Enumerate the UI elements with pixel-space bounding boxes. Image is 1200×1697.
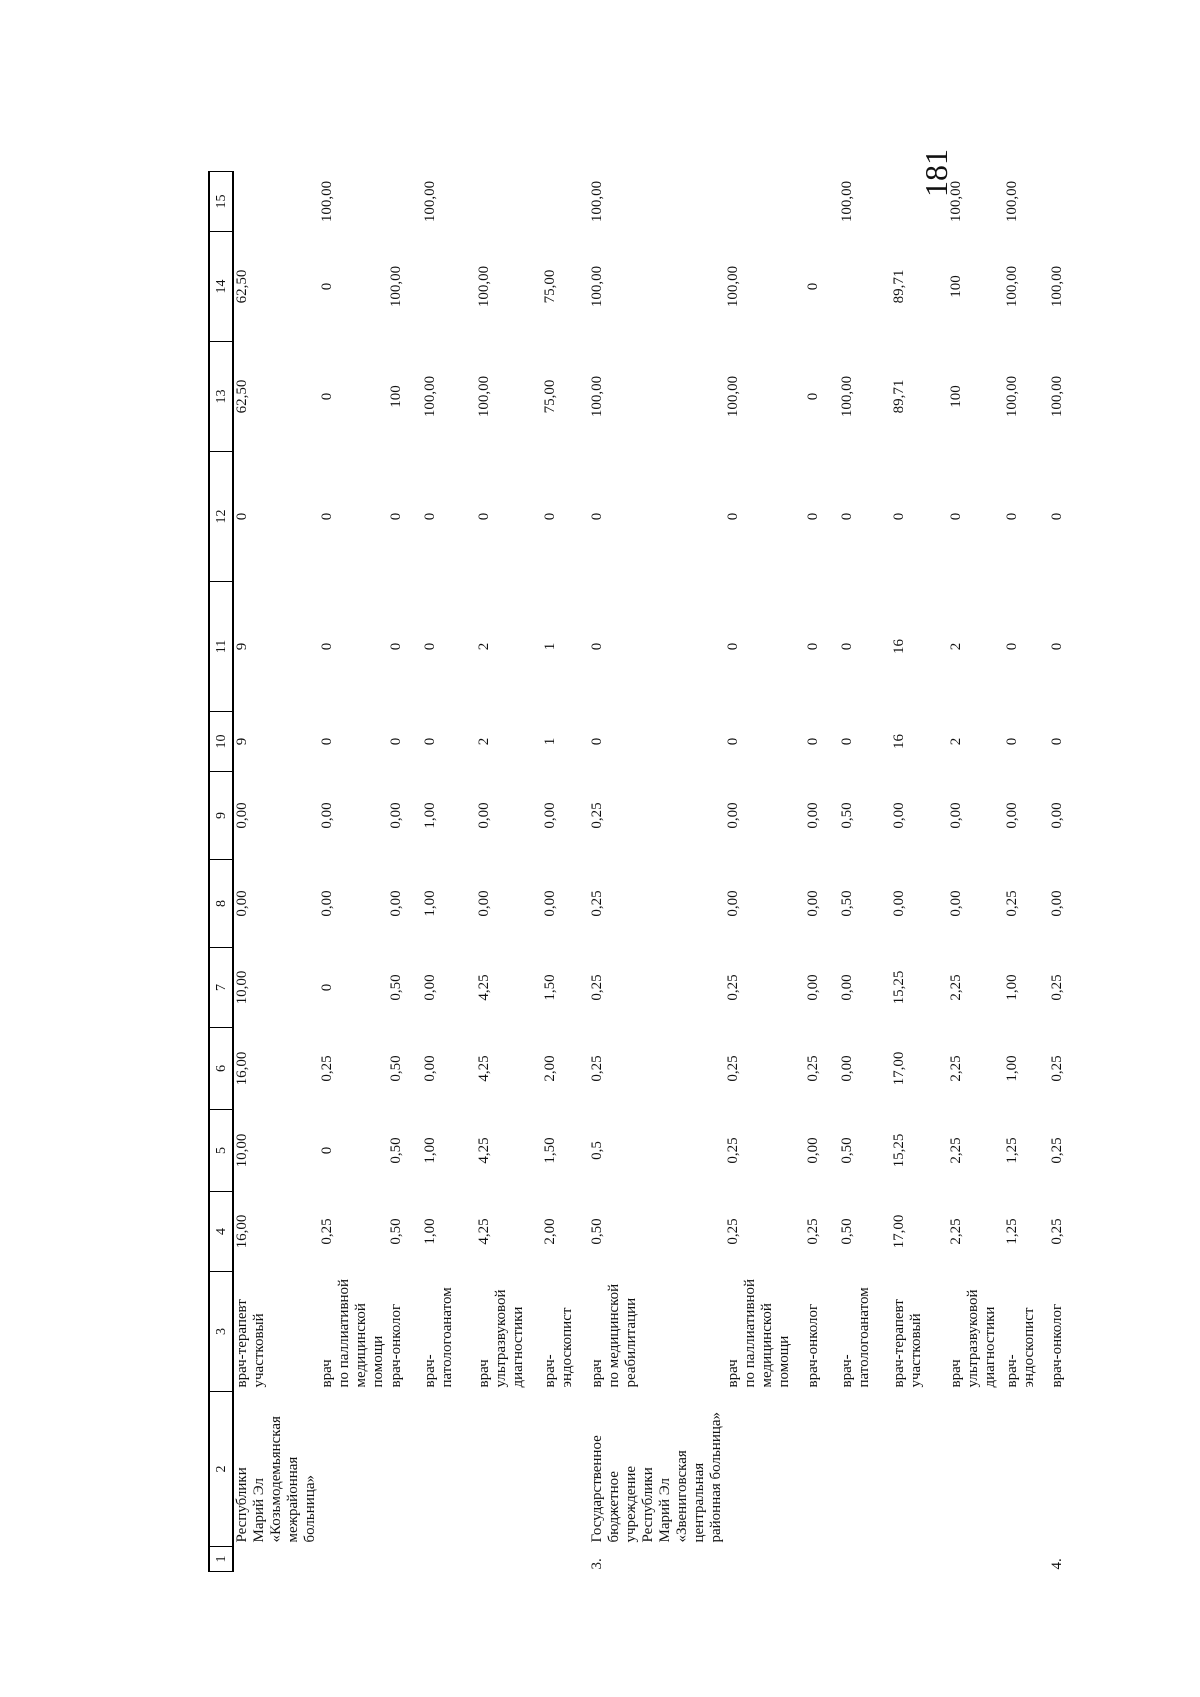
value-cell: 2,25 — [948, 974, 964, 1001]
position-cell: врач-терапевт участковый — [234, 1299, 267, 1388]
value-cell: 2 — [948, 737, 964, 746]
value-cell: 2 — [948, 642, 964, 651]
institution-cell: Государственное бюджетное учреждение Республики Марий Эл «Звениговская центральная районная больница» — [589, 1411, 724, 1543]
value-cell: 0 — [805, 392, 821, 401]
value-cell: 100,00 — [1004, 265, 1020, 308]
value-cell: 0 — [725, 512, 741, 521]
value-cell: 0 — [422, 642, 438, 651]
value-cell: 0 — [725, 737, 741, 746]
value-cell: 0,00 — [542, 890, 558, 917]
institution-cell: Республики Марий Эл «Козьмодемьянская межрайонная больница» — [234, 1416, 318, 1543]
value-cell: 0,00 — [542, 802, 558, 829]
value-cell: 0,00 — [1004, 802, 1020, 829]
value-cell: 100,00 — [422, 375, 438, 418]
institution-cell — [388, 1392, 422, 1547]
value-cell: 0,00 — [891, 890, 907, 917]
value-cell: 2,00 — [542, 1055, 558, 1082]
value-cell: 9 — [234, 737, 250, 746]
position-cell: врач по паллиативной медицинской помощи — [319, 1278, 386, 1388]
value-cell: 4,25 — [476, 1055, 492, 1082]
value-cell: 1,00 — [422, 802, 438, 829]
value-cell: 0,00 — [805, 1137, 821, 1164]
rotated-table-container — [208, 112, 1065, 1572]
value-cell: 0 — [319, 642, 335, 651]
position-cell: врач по паллиативной медицинской помощи — [725, 1278, 792, 1388]
value-cell: 0,00 — [725, 802, 741, 829]
value-cell — [388, 172, 422, 232]
staffing-table — [208, 171, 1089, 1572]
institution-cell — [948, 1392, 1004, 1547]
value-cell: 100,00 — [589, 265, 605, 308]
column-header-15: 15 — [209, 172, 233, 232]
value-cell — [805, 172, 839, 232]
value-cell: 0 — [319, 1146, 335, 1155]
value-cell: 0 — [1004, 642, 1020, 651]
value-cell: 0,00 — [234, 890, 250, 917]
value-cell: 0 — [1004, 512, 1020, 521]
value-cell: 0,00 — [388, 890, 404, 917]
row-number-cell — [233, 1547, 319, 1572]
column-header-12: 12 — [209, 452, 233, 582]
value-cell: 4,25 — [476, 1218, 492, 1245]
value-cell: 0,50 — [839, 1218, 855, 1245]
value-cell: 0 — [319, 392, 335, 401]
position-cell: врач ультразвуковой диагностики — [476, 1289, 526, 1388]
value-cell: 0 — [422, 737, 438, 746]
value-cell: 1,50 — [542, 974, 558, 1001]
value-cell: 0,50 — [839, 890, 855, 917]
value-cell: 0 — [1049, 512, 1065, 521]
value-cell: 0,25 — [319, 1218, 335, 1245]
value-cell: 89,71 — [891, 269, 907, 304]
value-cell: 0 — [319, 737, 335, 746]
value-cell: 0,50 — [388, 1055, 404, 1082]
value-cell: 0,00 — [1049, 802, 1065, 829]
row-number-cell — [805, 1547, 839, 1572]
value-cell: 75,00 — [542, 379, 558, 414]
institution-cell — [839, 1392, 891, 1547]
table-row — [1049, 172, 1089, 1572]
value-cell: 75,00 — [542, 269, 558, 304]
row-number-cell — [839, 1547, 891, 1572]
row-number-cell — [422, 1547, 476, 1572]
value-cell: 2 — [476, 737, 492, 746]
value-cell: 100,00 — [839, 375, 855, 418]
value-cell: 0,00 — [891, 802, 907, 829]
value-cell: 100,00 — [476, 375, 492, 418]
row-number-cell — [542, 1547, 589, 1572]
value-cell: 0,00 — [319, 890, 335, 917]
value-cell: 0,00 — [839, 974, 855, 1001]
value-cell: 2,25 — [948, 1218, 964, 1245]
value-cell: 100,00 — [589, 375, 605, 418]
value-cell: 100,00 — [1004, 375, 1020, 418]
column-header-10: 10 — [209, 712, 233, 772]
value-cell: 0 — [589, 642, 605, 651]
value-cell: 0,00 — [725, 890, 741, 917]
value-cell: 0 — [388, 512, 404, 521]
value-cell: 0,50 — [388, 1137, 404, 1164]
table-row — [589, 172, 725, 1572]
value-cell: 0,25 — [1049, 1218, 1065, 1245]
value-cell: 89,71 — [891, 379, 907, 414]
column-header-7: 7 — [209, 948, 233, 1028]
column-header-8: 8 — [209, 860, 233, 948]
value-cell: 17,00 — [891, 1051, 907, 1086]
value-cell: 0,50 — [589, 1218, 605, 1245]
value-cell: 100,00 — [476, 265, 492, 308]
position-cell: врач- эндоскопист — [1004, 1307, 1037, 1388]
table-row — [476, 172, 542, 1572]
table-row — [233, 172, 319, 1572]
row-number-cell — [388, 1547, 422, 1572]
table-row — [319, 172, 388, 1572]
value-cell: 0,25 — [589, 974, 605, 1001]
value-cell: 100,00 — [319, 180, 335, 223]
value-cell: 0,00 — [422, 974, 438, 1001]
table-row — [725, 172, 805, 1572]
column-header-5: 5 — [209, 1110, 233, 1192]
table-row — [542, 172, 589, 1572]
institution-cell — [319, 1392, 388, 1547]
value-cell: 100,00 — [725, 265, 741, 308]
table-row — [891, 172, 948, 1572]
value-cell: 0 — [319, 512, 335, 521]
value-cell — [422, 232, 476, 342]
value-cell: 0 — [805, 282, 821, 291]
value-cell: 0,50 — [388, 974, 404, 1001]
value-cell: 0,00 — [805, 890, 821, 917]
value-cell: 0 — [234, 512, 250, 521]
value-cell: 2 — [476, 642, 492, 651]
value-cell: 15,25 — [891, 970, 907, 1005]
value-cell: 0 — [1049, 642, 1065, 651]
column-header-1: 1 — [209, 1547, 233, 1572]
value-cell: 0 — [805, 737, 821, 746]
value-cell: 0 — [891, 512, 907, 521]
value-cell: 0,00 — [476, 802, 492, 829]
value-cell: 9 — [234, 642, 250, 651]
value-cell: 0 — [805, 642, 821, 651]
institution-cell — [476, 1392, 542, 1547]
value-cell: 1,00 — [1004, 974, 1020, 1001]
column-header-14: 14 — [209, 232, 233, 342]
value-cell: 0,25 — [725, 1055, 741, 1082]
value-cell: 0,25 — [589, 1055, 605, 1082]
value-cell: 1,00 — [422, 890, 438, 917]
value-cell: 0 — [839, 512, 855, 521]
value-cell: 100,00 — [1004, 180, 1020, 223]
institution-cell — [422, 1392, 476, 1547]
value-cell — [233, 172, 319, 232]
column-header-11: 11 — [209, 582, 233, 712]
value-cell: 0,25 — [1004, 890, 1020, 917]
value-cell: 0,00 — [948, 890, 964, 917]
value-cell: 100 — [948, 275, 964, 298]
value-cell: 2,25 — [948, 1137, 964, 1164]
value-cell: 0 — [476, 512, 492, 521]
value-cell: 0 — [839, 737, 855, 746]
position-cell: врач- патологоанатом — [839, 1287, 872, 1388]
value-cell: 15,25 — [891, 1133, 907, 1168]
value-cell: 16,00 — [234, 1214, 250, 1249]
value-cell: 0,00 — [839, 1055, 855, 1082]
value-cell: 0,00 — [422, 1055, 438, 1082]
value-cell: 10,00 — [234, 1133, 250, 1168]
row-number-cell — [319, 1547, 388, 1572]
value-cell: 100 — [388, 385, 404, 408]
column-header-6: 6 — [209, 1028, 233, 1110]
column-header-3: 3 — [209, 1272, 233, 1392]
value-cell: 100,00 — [1049, 265, 1065, 308]
value-cell: 100,00 — [388, 265, 404, 308]
table-row — [948, 172, 1004, 1572]
column-header-13: 13 — [209, 342, 233, 452]
value-cell: 0,00 — [388, 802, 404, 829]
value-cell: 0 — [589, 737, 605, 746]
value-cell: 0,00 — [948, 802, 964, 829]
value-cell: 4,25 — [476, 974, 492, 1001]
institution-cell — [725, 1392, 805, 1547]
row-number-cell — [948, 1547, 1004, 1572]
row-number-cell: 3. — [589, 1558, 605, 1570]
value-cell: 0,50 — [388, 1218, 404, 1245]
value-cell: 0 — [1004, 737, 1020, 746]
value-cell: 62,50 — [234, 379, 250, 414]
table-row — [388, 172, 422, 1572]
position-cell: врач по медицинской реабилитации — [589, 1283, 639, 1388]
value-cell: 1,50 — [542, 1137, 558, 1164]
institution-cell — [805, 1392, 839, 1547]
institution-cell — [542, 1392, 589, 1547]
value-cell: 100,00 — [948, 180, 964, 223]
row-number-cell — [476, 1547, 542, 1572]
value-cell: 17,00 — [891, 1214, 907, 1249]
value-cell — [476, 172, 542, 232]
value-cell: 16 — [891, 734, 907, 749]
institution-cell — [1004, 1392, 1049, 1547]
value-cell: 0 — [388, 737, 404, 746]
value-cell: 0 — [805, 512, 821, 521]
value-cell: 0,25 — [725, 974, 741, 1001]
value-cell: 0 — [948, 512, 964, 521]
page-number: 181 — [918, 149, 954, 197]
position-cell: врач-онколог — [805, 1303, 821, 1388]
value-cell: 0,00 — [805, 974, 821, 1001]
table-row — [422, 172, 476, 1572]
table-header-row — [209, 172, 233, 1572]
table-row — [839, 172, 891, 1572]
value-cell: 0,00 — [805, 802, 821, 829]
table-row — [805, 172, 839, 1572]
column-header-4: 4 — [209, 1192, 233, 1272]
value-cell: 0,25 — [1049, 974, 1065, 1001]
value-cell: 0,25 — [1049, 1137, 1065, 1164]
value-cell: 0,50 — [839, 1137, 855, 1164]
value-cell: 0 — [542, 512, 558, 521]
value-cell: 0,25 — [805, 1218, 821, 1245]
position-cell: врач- эндоскопист — [542, 1307, 575, 1388]
value-cell: 100,00 — [422, 180, 438, 223]
value-cell: 0,25 — [725, 1137, 741, 1164]
row-number-cell — [725, 1547, 805, 1572]
value-cell: 0,25 — [319, 1055, 335, 1082]
position-cell: врач- патологоанатом — [422, 1287, 455, 1388]
value-cell: 0,50 — [839, 802, 855, 829]
value-cell: 0,00 — [234, 802, 250, 829]
value-cell: 0,00 — [319, 802, 335, 829]
value-cell — [725, 172, 805, 232]
value-cell: 100,00 — [725, 375, 741, 418]
value-cell: 0 — [1049, 737, 1065, 746]
value-cell — [542, 172, 589, 232]
row-number-cell: 4. — [1049, 1558, 1065, 1570]
value-cell: 0 — [319, 282, 335, 291]
value-cell: 1,00 — [422, 1137, 438, 1164]
value-cell: 2,00 — [542, 1218, 558, 1245]
value-cell: 4,25 — [476, 1137, 492, 1164]
value-cell: 0 — [319, 983, 335, 992]
value-cell: 1 — [542, 642, 558, 651]
value-cell: 0 — [725, 642, 741, 651]
position-cell: врач-онколог — [388, 1303, 404, 1388]
institution-cell — [891, 1392, 948, 1547]
value-cell: 62,50 — [234, 269, 250, 304]
value-cell — [839, 232, 891, 342]
value-cell: 1,25 — [1004, 1218, 1020, 1245]
value-cell: 0,5 — [589, 1141, 605, 1160]
value-cell: 100,00 — [839, 180, 855, 223]
value-cell: 0,00 — [476, 890, 492, 917]
column-header-9: 9 — [209, 772, 233, 860]
value-cell — [891, 172, 948, 232]
value-cell: 100,00 — [1049, 375, 1065, 418]
value-cell: 0 — [422, 512, 438, 521]
institution-cell — [1049, 1392, 1089, 1547]
value-cell: 1,00 — [1004, 1055, 1020, 1082]
value-cell: 0,25 — [1049, 1055, 1065, 1082]
value-cell: 1,25 — [1004, 1137, 1020, 1164]
column-header-2: 2 — [209, 1392, 233, 1547]
table-row — [1004, 172, 1049, 1572]
value-cell: 10,00 — [234, 970, 250, 1005]
value-cell: 0,25 — [805, 1055, 821, 1082]
value-cell: 0,25 — [589, 802, 605, 829]
value-cell: 0,00 — [1049, 890, 1065, 917]
value-cell: 0 — [839, 642, 855, 651]
position-cell: врач-онколог — [1049, 1303, 1065, 1388]
value-cell: 0 — [589, 512, 605, 521]
value-cell: 0,25 — [589, 890, 605, 917]
position-cell: врач-терапевт участковый — [891, 1299, 924, 1388]
value-cell — [1049, 172, 1089, 232]
value-cell: 0 — [388, 642, 404, 651]
row-number-cell — [1004, 1547, 1049, 1572]
value-cell: 16,00 — [234, 1051, 250, 1086]
value-cell: 100,00 — [589, 180, 605, 223]
row-number-cell — [891, 1547, 948, 1572]
value-cell: 1 — [542, 737, 558, 746]
position-cell: врач ультразвуковой диагностики — [948, 1289, 998, 1388]
value-cell: 2,25 — [948, 1055, 964, 1082]
value-cell: 100 — [948, 385, 964, 408]
value-cell: 1,00 — [422, 1218, 438, 1245]
value-cell: 0,25 — [725, 1218, 741, 1245]
value-cell: 16 — [891, 639, 907, 654]
